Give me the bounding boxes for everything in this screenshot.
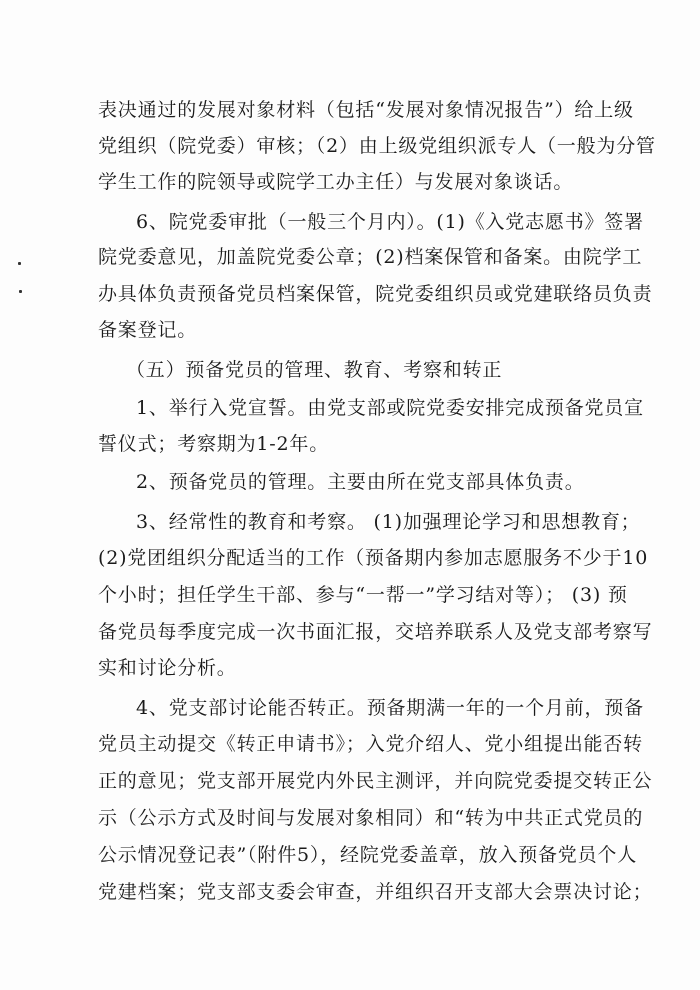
text-line: (2)党团组织分配适当的工作（预备期内参加志愿服务不少于10 xyxy=(98,547,649,569)
scan-speck xyxy=(18,262,21,265)
text-line: 正的意见；党支部开展党内外民主测评，并向院党委提交转正公 xyxy=(98,770,653,792)
scan-speck xyxy=(19,290,22,293)
text-line: 院党委意见，加盖院党委公章；(2)档案保管和备案。由院学工 xyxy=(98,246,643,268)
text-line: 6、院党委审批（一般三个月内）。(1)《入党志愿书》签署 xyxy=(136,211,644,233)
text-line: 党员主动提交《转正申请书》；入党介绍人、党小组提出能否转 xyxy=(98,733,643,755)
text-line: 表决通过的发展对象材料（包括“发展对象情况报告”）给上级 xyxy=(98,99,634,121)
text-line: 3、经常性的教育和考察。 (1)加强理论学习和思想教育； xyxy=(136,511,641,533)
text-line: 办具体负责预备党员档案保管，院党委组织员或党建联络员负责 xyxy=(98,283,653,305)
text-line: 2、预备党员的管理。主要由所在党支部具体负责。 xyxy=(136,471,585,493)
text-line: 党建档案；党支部支委会审查，并组织召开支部大会票决讨论； xyxy=(98,881,653,903)
text-line: 誓仪式；考察期为1-2年。 xyxy=(98,433,329,455)
text-line: 示（公示方式及时间与发展对象相同）和“转为中共正式党员的 xyxy=(98,807,644,829)
text-line: 公示情况登记表”（附件5），经院党委盖章，放入预备党员个人 xyxy=(98,844,638,866)
text-line: 学生工作的院领导或院学工办主任）与发展对象谈话。 xyxy=(98,171,574,193)
text-line: 个小时；担任学生干部、参与“一帮一”学习结对等）； (3) 预 xyxy=(98,584,628,606)
text-line: 4、党支部讨论能否转正。预备期满一年的一个月前，预备 xyxy=(136,697,644,719)
text-line: 备案登记。 xyxy=(98,319,198,341)
text-line: 1、举行入党宣誓。由党支部或院党委安排完成预备党员宣 xyxy=(136,397,644,419)
text-line: 党组织（院党委）审核；（2）由上级党组织派专人（一般为分管 xyxy=(98,135,656,157)
section-heading: （五）预备党员的管理、教育、考察和转正 xyxy=(126,359,503,381)
text-line: 备党员每季度完成一次书面汇报，交培养联系人及党支部考察写 xyxy=(98,621,653,643)
text-line: 实和讨论分析。 xyxy=(98,657,237,679)
